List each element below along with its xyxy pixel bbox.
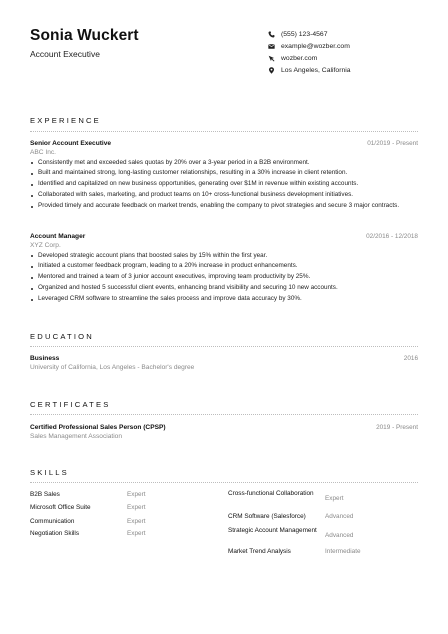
contact-email[interactable] — [268, 40, 438, 52]
contact-location-text: Los Angeles, California — [281, 67, 351, 75]
bullet-item: Provided timely and accurate feedback on market trends, enabling the company to pivot strategies and secure 3 major contracts. — [30, 202, 418, 211]
skill-level: Expert — [127, 504, 146, 511]
job-company: ABC Inc. — [30, 148, 57, 156]
education-degree: Business — [30, 355, 60, 362]
skill-level: Intermediate — [325, 548, 361, 555]
bullet-item: Consistently met and exceeded sales quotas by 20% over a 3-year period in a B2B environment. — [30, 159, 418, 168]
location-pin-icon — [268, 67, 275, 74]
skill-name: Negotiation Skills — [30, 530, 80, 537]
phone-icon — [268, 31, 275, 38]
contact-phone-text: (555) 123-4567 — [281, 30, 328, 38]
contact-email-text: example@wozber.com — [281, 42, 350, 50]
skill-name: CRM Software (Salesforce) — [228, 513, 306, 520]
bullet-item: Organized and hosted 5 successful client events, enhancing brand visibility and securing 10 new accounts. — [30, 284, 418, 293]
experience-item — [30, 140, 418, 213]
bullet-item: Built and maintained strong, long-lasting customer relationships, resulting in a 30% increase in client retention. — [30, 169, 418, 178]
section-divider — [30, 346, 418, 347]
skill-level: Advanced — [325, 513, 354, 520]
section-title-education: EDUCATION — [30, 332, 94, 341]
bullet-item: Mentored and trained a team of 3 junior account executives, improving team productivity by 25%. — [30, 273, 418, 282]
skill-name: Communication — [30, 518, 75, 525]
education-year: 2016 — [403, 355, 418, 362]
bullet-item: Developed strategic account plans that boosted sales by 15% within the first year. — [30, 252, 418, 261]
section-divider — [30, 414, 418, 415]
job-title: Account Manager — [30, 233, 86, 240]
job-bullets — [30, 252, 418, 305]
section-divider — [30, 482, 418, 483]
skill-name: Cross-functional Collaboration — [228, 490, 314, 497]
skill-level: Expert — [127, 530, 146, 537]
skill-name: Strategic Account Management — [228, 527, 317, 534]
experience-item — [30, 233, 418, 306]
certificate-issuer: Sales Management Association — [30, 432, 122, 440]
bullet-item: Leveraged CRM software to streamline the sales process and improve data accuracy by 30%. — [30, 295, 418, 304]
bullet-item: Collaborated with sales, marketing, and product teams on 10+ cross-functional business development initiatives. — [30, 191, 418, 200]
section-title-skills: SKILLS — [30, 468, 69, 477]
job-title: Senior Account Executive — [30, 140, 112, 147]
candidate-title: Account Executive — [30, 49, 100, 59]
section-divider — [30, 131, 418, 132]
skill-level: Advanced — [325, 532, 354, 539]
job-dates: 01/2019 - Present — [367, 140, 418, 147]
skill-name: Market Trend Analysis — [228, 548, 291, 555]
job-bullets — [30, 159, 418, 212]
contact-website[interactable] — [268, 52, 438, 64]
certificate-name: Certified Professional Sales Person (CPSP) — [30, 424, 166, 431]
skill-name: Microsoft Office Suite — [30, 504, 91, 511]
candidate-name: Sonia Wuckert — [30, 27, 139, 44]
contact-phone — [268, 28, 438, 40]
skill-name: B2B Sales — [30, 491, 60, 498]
job-company: XYZ Corp. — [30, 241, 61, 249]
contact-website-text: wozber.com — [281, 54, 318, 62]
certificate-dates: 2019 - Present — [376, 424, 418, 431]
bullet-item: Initiated a customer feedback program, leading to a 20% increase in product enhancements. — [30, 262, 418, 271]
contact-list — [268, 28, 438, 77]
job-dates: 02/2016 - 12/2018 — [366, 233, 418, 240]
section-title-experience: EXPERIENCE — [30, 116, 101, 125]
email-icon — [268, 43, 275, 50]
skill-level: Expert — [325, 495, 344, 502]
education-item — [30, 355, 418, 371]
education-detail: University of California, Los Angeles - Bachelor's degree — [30, 363, 195, 371]
section-title-certificates: CERTIFICATES — [30, 400, 111, 409]
skill-level: Expert — [127, 491, 146, 498]
certificate-item — [30, 424, 418, 440]
bullet-item: Identified and capitalized on new business opportunities, generating over $1M in revenue within existing accounts. — [30, 180, 418, 189]
link-icon — [268, 55, 275, 62]
contact-location — [268, 65, 438, 77]
skill-level: Expert — [127, 518, 146, 525]
